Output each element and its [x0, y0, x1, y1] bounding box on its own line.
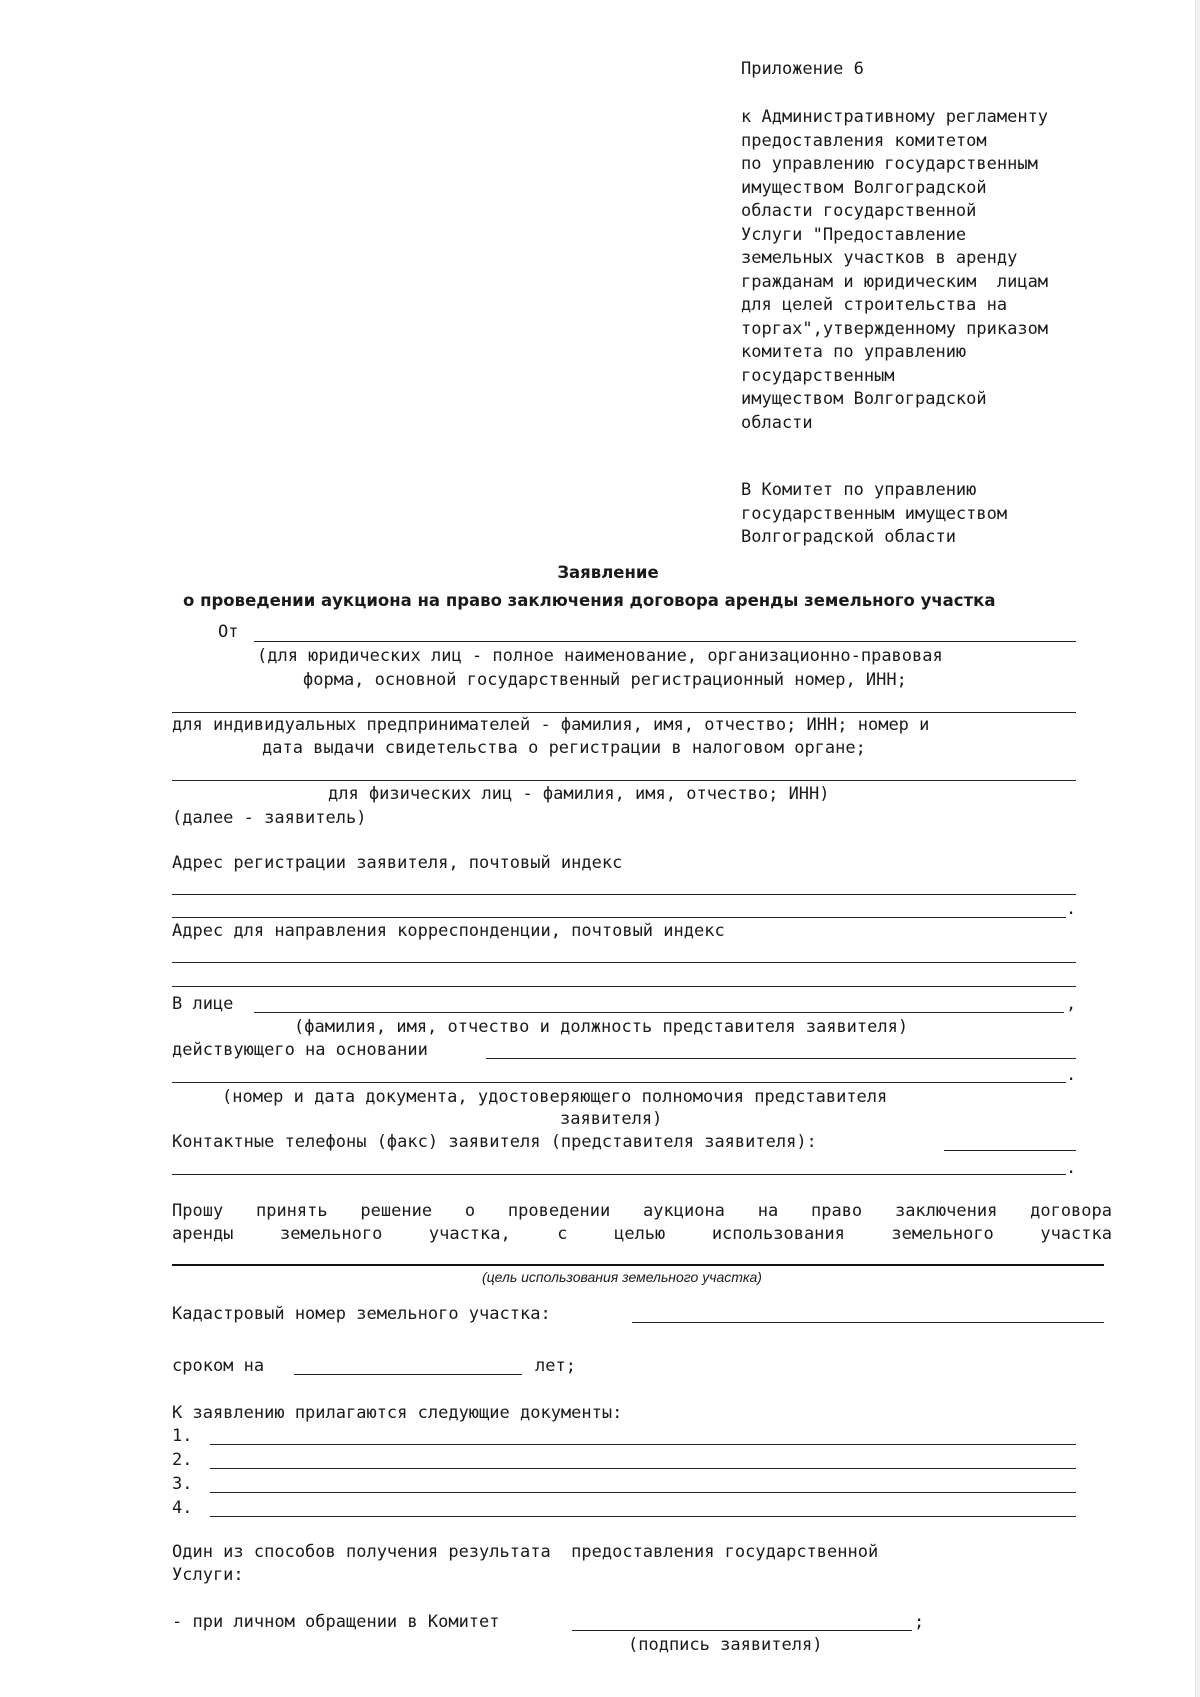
regulation-reference-line: государственным [741, 365, 895, 386]
addressee-line: государственным имуществом [741, 503, 1008, 524]
contact-phones-line-1[interactable] [944, 1150, 1076, 1151]
period-mark: . [1066, 899, 1077, 919]
entrepreneur-hint: для индивидуальных предпринимателей - фамилия, имя, отчество; ИНН; номер и [172, 715, 930, 735]
addressee-line: Волгоградской области [741, 527, 956, 547]
regulation-reference-line: по управлению государственным [741, 154, 1038, 174]
document-subtitle: о проведении аукциона на право заключения договора аренды земельного участка [183, 591, 996, 610]
individual-hint: для физических лиц - фамилия, имя, отчество; ИНН) [328, 784, 830, 804]
representative-hint: (фамилия, имя, отчество и должность представителя заявителя) [294, 1017, 909, 1037]
from-label: От [218, 622, 239, 642]
mailing-address-label: Адрес для направления корреспонденции, почтовый индекс [172, 921, 725, 941]
representative-line[interactable] [254, 1012, 1064, 1013]
contact-phones-label: Контактные телефоны (факс) заявителя (представителя заявителя): [172, 1132, 817, 1152]
hereinafter-applicant: (далее - заявитель) [172, 808, 367, 828]
period-mark: . [1066, 1065, 1077, 1085]
period-mark: . [1066, 1158, 1077, 1178]
comma-mark: , [1066, 994, 1077, 1014]
applicant-line-3[interactable] [172, 780, 1076, 781]
contact-phones-line-2[interactable] [172, 1174, 1066, 1175]
regulation-reference-line: торгах",утвержденному приказом [741, 318, 1049, 339]
registration-address-line-1[interactable] [172, 894, 1076, 895]
cadastral-number-line[interactable] [632, 1322, 1104, 1323]
regulation-reference-line: имуществом Волгоградской [741, 177, 987, 198]
registration-address-label: Адрес регистрации заявителя, почтовый индекс [172, 853, 623, 873]
lease-term-line[interactable] [294, 1374, 522, 1375]
result-method-line-2: Услуги: [172, 1565, 244, 1585]
mailing-address-line-2[interactable] [172, 986, 1076, 987]
legal-entity-hint-2: форма, основной государственный регистрационный номер, ИНН; [303, 670, 907, 690]
acting-basis-line-2[interactable] [172, 1082, 1066, 1083]
legal-entity-hint: (для юридических лиц - полное наименование, организационно-правовая [257, 646, 943, 666]
attachment-number: 3. [172, 1474, 193, 1494]
acting-basis-line-1[interactable] [486, 1058, 1076, 1059]
acting-basis-label: действующего на основании [172, 1040, 428, 1060]
scan-edge [1195, 0, 1200, 1697]
entrepreneur-hint-2: дата выдачи свидетельства о регистрации в налоговом органе; [262, 738, 866, 758]
regulation-reference-line: гражданам и юридическим лицам [741, 271, 1049, 292]
applicant-name-line[interactable] [254, 641, 1076, 642]
attachment-line[interactable] [210, 1516, 1076, 1517]
addressee-line: В Комитет по управлению [741, 480, 977, 500]
regulation-reference-line: области государственной [741, 201, 977, 221]
cadastral-number-label: Кадастровый номер земельного участка: [172, 1304, 551, 1324]
attachments-label: К заявлению прилагаются следующие документы: [172, 1403, 623, 1423]
document-title: Заявление [557, 563, 659, 582]
regulation-reference-line: комитета по управлению [741, 342, 967, 362]
land-use-purpose-hint: (цель использования земельного участка) [482, 1269, 762, 1285]
lease-term-prefix: сроком на [172, 1356, 265, 1376]
registration-address-line-2[interactable] [172, 917, 1066, 918]
appendix-label: Приложение 6 [741, 59, 864, 79]
request-text-line-1: Прошу принять решение о проведении аукциона на право заключения договора [172, 1201, 1112, 1221]
lease-term-suffix: лет; [535, 1356, 576, 1376]
regulation-reference-line: Услуги "Предоставление [741, 224, 967, 245]
addressee [741, 479, 1007, 550]
semicolon-mark: ; [914, 1612, 925, 1632]
regulation-reference-line: предоставления комитетом [741, 130, 987, 151]
regulation-reference-line: области [741, 412, 813, 433]
attachment-line[interactable] [210, 1492, 1076, 1493]
represented-by-label: В лице [172, 994, 234, 1014]
regulation-reference [741, 106, 1048, 435]
result-method-line-1: Один из способов получения результата предоставления государственной [172, 1542, 879, 1562]
regulation-reference-line: к Административному регламенту [741, 107, 1049, 127]
request-text-line-2: аренды земельного участка, с целью использования земельного участка [172, 1224, 1112, 1244]
attachment-number: 1. [172, 1426, 193, 1446]
authority-document-hint: (номер и дата документа, удостоверяющего полномочия представителя [222, 1087, 888, 1107]
authority-document-hint-2: заявителя) [560, 1109, 663, 1129]
mailing-address-line-1[interactable] [172, 962, 1076, 963]
attachment-number: 4. [172, 1498, 193, 1518]
applicant-line-2[interactable] [172, 712, 1076, 713]
in-person-option: - при личном обращении в Комитет [172, 1612, 500, 1632]
attachment-line[interactable] [210, 1468, 1076, 1469]
signature-hint: (подпись заявителя) [628, 1635, 823, 1655]
attachment-number: 2. [172, 1450, 193, 1470]
attachment-line[interactable] [210, 1444, 1076, 1445]
regulation-reference-line: земельных участков в аренду [741, 248, 1018, 268]
regulation-reference-line: имуществом Волгоградской [741, 389, 987, 409]
applicant-signature-line[interactable] [572, 1630, 912, 1631]
regulation-reference-line: для целей строительства на [741, 295, 1008, 315]
